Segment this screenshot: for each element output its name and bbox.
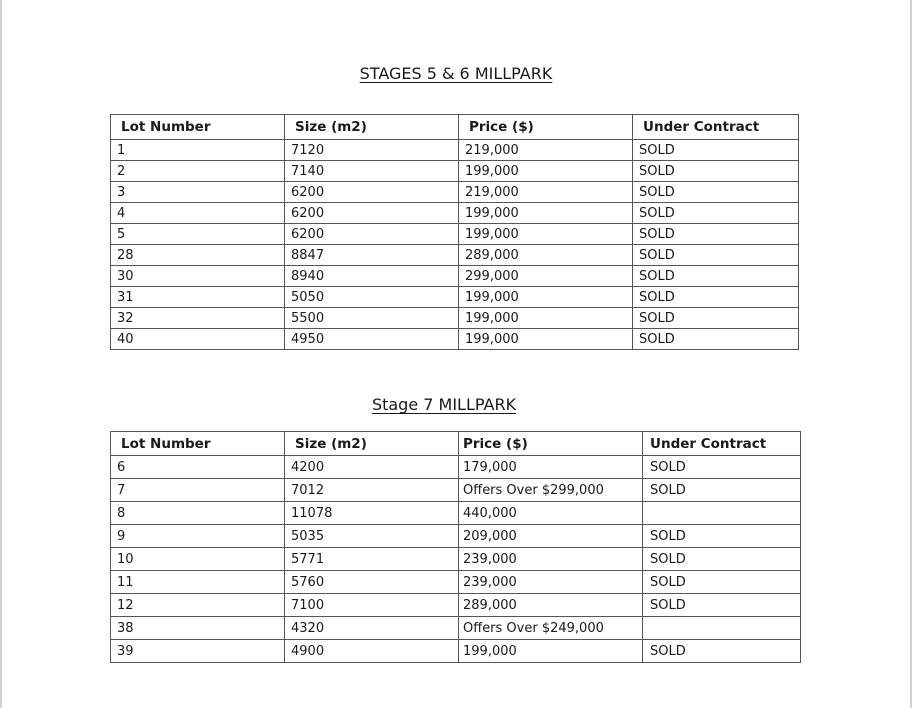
under-contract-cell: SOLD: [643, 640, 801, 663]
lot-number-cell: 28: [111, 245, 285, 266]
stages-5-6-title: STAGES 5 & 6 MILLPARK: [359, 64, 553, 83]
price-cell: 199,000: [459, 308, 633, 329]
lot-number-cell: 1: [111, 140, 285, 161]
stage-7-table: [110, 431, 801, 663]
price-cell: 199,000: [459, 224, 633, 245]
table-row: [111, 502, 801, 525]
column-header-size: Size (m2): [285, 115, 459, 140]
lot-number-cell: 8: [111, 502, 285, 525]
size-cell: 5500: [285, 308, 459, 329]
price-cell: 239,000: [459, 548, 643, 571]
price-cell: 289,000: [459, 594, 643, 617]
price-cell: 239,000: [459, 571, 643, 594]
under-contract-cell: SOLD: [633, 224, 799, 245]
size-cell: 5771: [285, 548, 459, 571]
lot-number-cell: 32: [111, 308, 285, 329]
price-cell: 179,000: [459, 456, 643, 479]
lot-number-cell: 3: [111, 182, 285, 203]
size-cell: 5035: [285, 525, 459, 548]
column-header-size: Size (m2): [285, 432, 459, 456]
size-cell: 7012: [285, 479, 459, 502]
column-header-under-contract: Under Contract: [643, 432, 801, 456]
under-contract-cell: SOLD: [643, 525, 801, 548]
table-row: [111, 548, 801, 571]
price-cell: 440,000: [459, 502, 643, 525]
lot-number-cell: 40: [111, 329, 285, 350]
under-contract-cell: SOLD: [633, 245, 799, 266]
size-cell: 6200: [285, 203, 459, 224]
lot-number-cell: 30: [111, 266, 285, 287]
price-cell: Offers Over $299,000: [459, 479, 643, 502]
table-row: [111, 617, 801, 640]
size-cell: 4200: [285, 456, 459, 479]
lot-number-cell: 10: [111, 548, 285, 571]
under-contract-cell: SOLD: [633, 329, 799, 350]
table-header-row: [111, 115, 799, 140]
table-row: [111, 640, 801, 663]
price-cell: 299,000: [459, 266, 633, 287]
table-row: [111, 525, 801, 548]
table-row: [111, 479, 801, 502]
lot-number-cell: 5: [111, 224, 285, 245]
table-row: [111, 161, 799, 182]
under-contract-cell: [643, 502, 801, 525]
price-cell: 199,000: [459, 203, 633, 224]
table-row: [111, 203, 799, 224]
table-row: [111, 329, 799, 350]
size-cell: 7100: [285, 594, 459, 617]
lot-number-cell: 9: [111, 525, 285, 548]
table-row: [111, 182, 799, 203]
table-row: [111, 245, 799, 266]
column-header-under-contract: Under Contract: [633, 115, 799, 140]
stages-5-6-table: [110, 114, 799, 350]
under-contract-cell: SOLD: [633, 140, 799, 161]
price-cell: 199,000: [459, 287, 633, 308]
size-cell: 4320: [285, 617, 459, 640]
price-cell: 219,000: [459, 182, 633, 203]
column-header-price: Price ($): [459, 432, 643, 456]
price-cell: 209,000: [459, 525, 643, 548]
price-cell: 289,000: [459, 245, 633, 266]
lot-number-cell: 4: [111, 203, 285, 224]
lot-number-cell: 2: [111, 161, 285, 182]
lot-number-cell: 11: [111, 571, 285, 594]
under-contract-cell: SOLD: [633, 266, 799, 287]
under-contract-cell: SOLD: [643, 594, 801, 617]
lot-number-cell: 31: [111, 287, 285, 308]
under-contract-cell: SOLD: [633, 287, 799, 308]
table-row: [111, 266, 799, 287]
under-contract-cell: SOLD: [633, 203, 799, 224]
price-cell: Offers Over $249,000: [459, 617, 643, 640]
lot-number-cell: 6: [111, 456, 285, 479]
table-row: [111, 140, 799, 161]
column-header-lot-number: Lot Number: [111, 432, 285, 456]
table-row: [111, 224, 799, 245]
price-cell: 199,000: [459, 161, 633, 182]
price-cell: 199,000: [459, 329, 633, 350]
table-row: [111, 594, 801, 617]
size-cell: 8940: [285, 266, 459, 287]
column-header-price: Price ($): [459, 115, 633, 140]
column-header-lot-number: Lot Number: [111, 115, 285, 140]
size-cell: 6200: [285, 224, 459, 245]
lot-number-cell: 7: [111, 479, 285, 502]
size-cell: 5050: [285, 287, 459, 308]
under-contract-cell: SOLD: [633, 308, 799, 329]
under-contract-cell: SOLD: [643, 479, 801, 502]
under-contract-cell: SOLD: [633, 161, 799, 182]
lot-number-cell: 39: [111, 640, 285, 663]
under-contract-cell: [643, 617, 801, 640]
table-row: [111, 287, 799, 308]
under-contract-cell: SOLD: [643, 456, 801, 479]
size-cell: 11078: [285, 502, 459, 525]
price-cell: 199,000: [459, 640, 643, 663]
size-cell: 4900: [285, 640, 459, 663]
size-cell: 6200: [285, 182, 459, 203]
under-contract-cell: SOLD: [633, 182, 799, 203]
lot-number-cell: 38: [111, 617, 285, 640]
size-cell: 7120: [285, 140, 459, 161]
size-cell: 8847: [285, 245, 459, 266]
size-cell: 4950: [285, 329, 459, 350]
table-row: [111, 308, 799, 329]
lot-number-cell: 12: [111, 594, 285, 617]
table-row: [111, 456, 801, 479]
table-header-row: [111, 432, 801, 456]
price-cell: 219,000: [459, 140, 633, 161]
under-contract-cell: SOLD: [643, 548, 801, 571]
page-edge-left: [0, 0, 2, 708]
under-contract-cell: SOLD: [643, 571, 801, 594]
size-cell: 7140: [285, 161, 459, 182]
size-cell: 5760: [285, 571, 459, 594]
stage-7-title: Stage 7 MILLPARK: [371, 395, 517, 414]
table-row: [111, 571, 801, 594]
